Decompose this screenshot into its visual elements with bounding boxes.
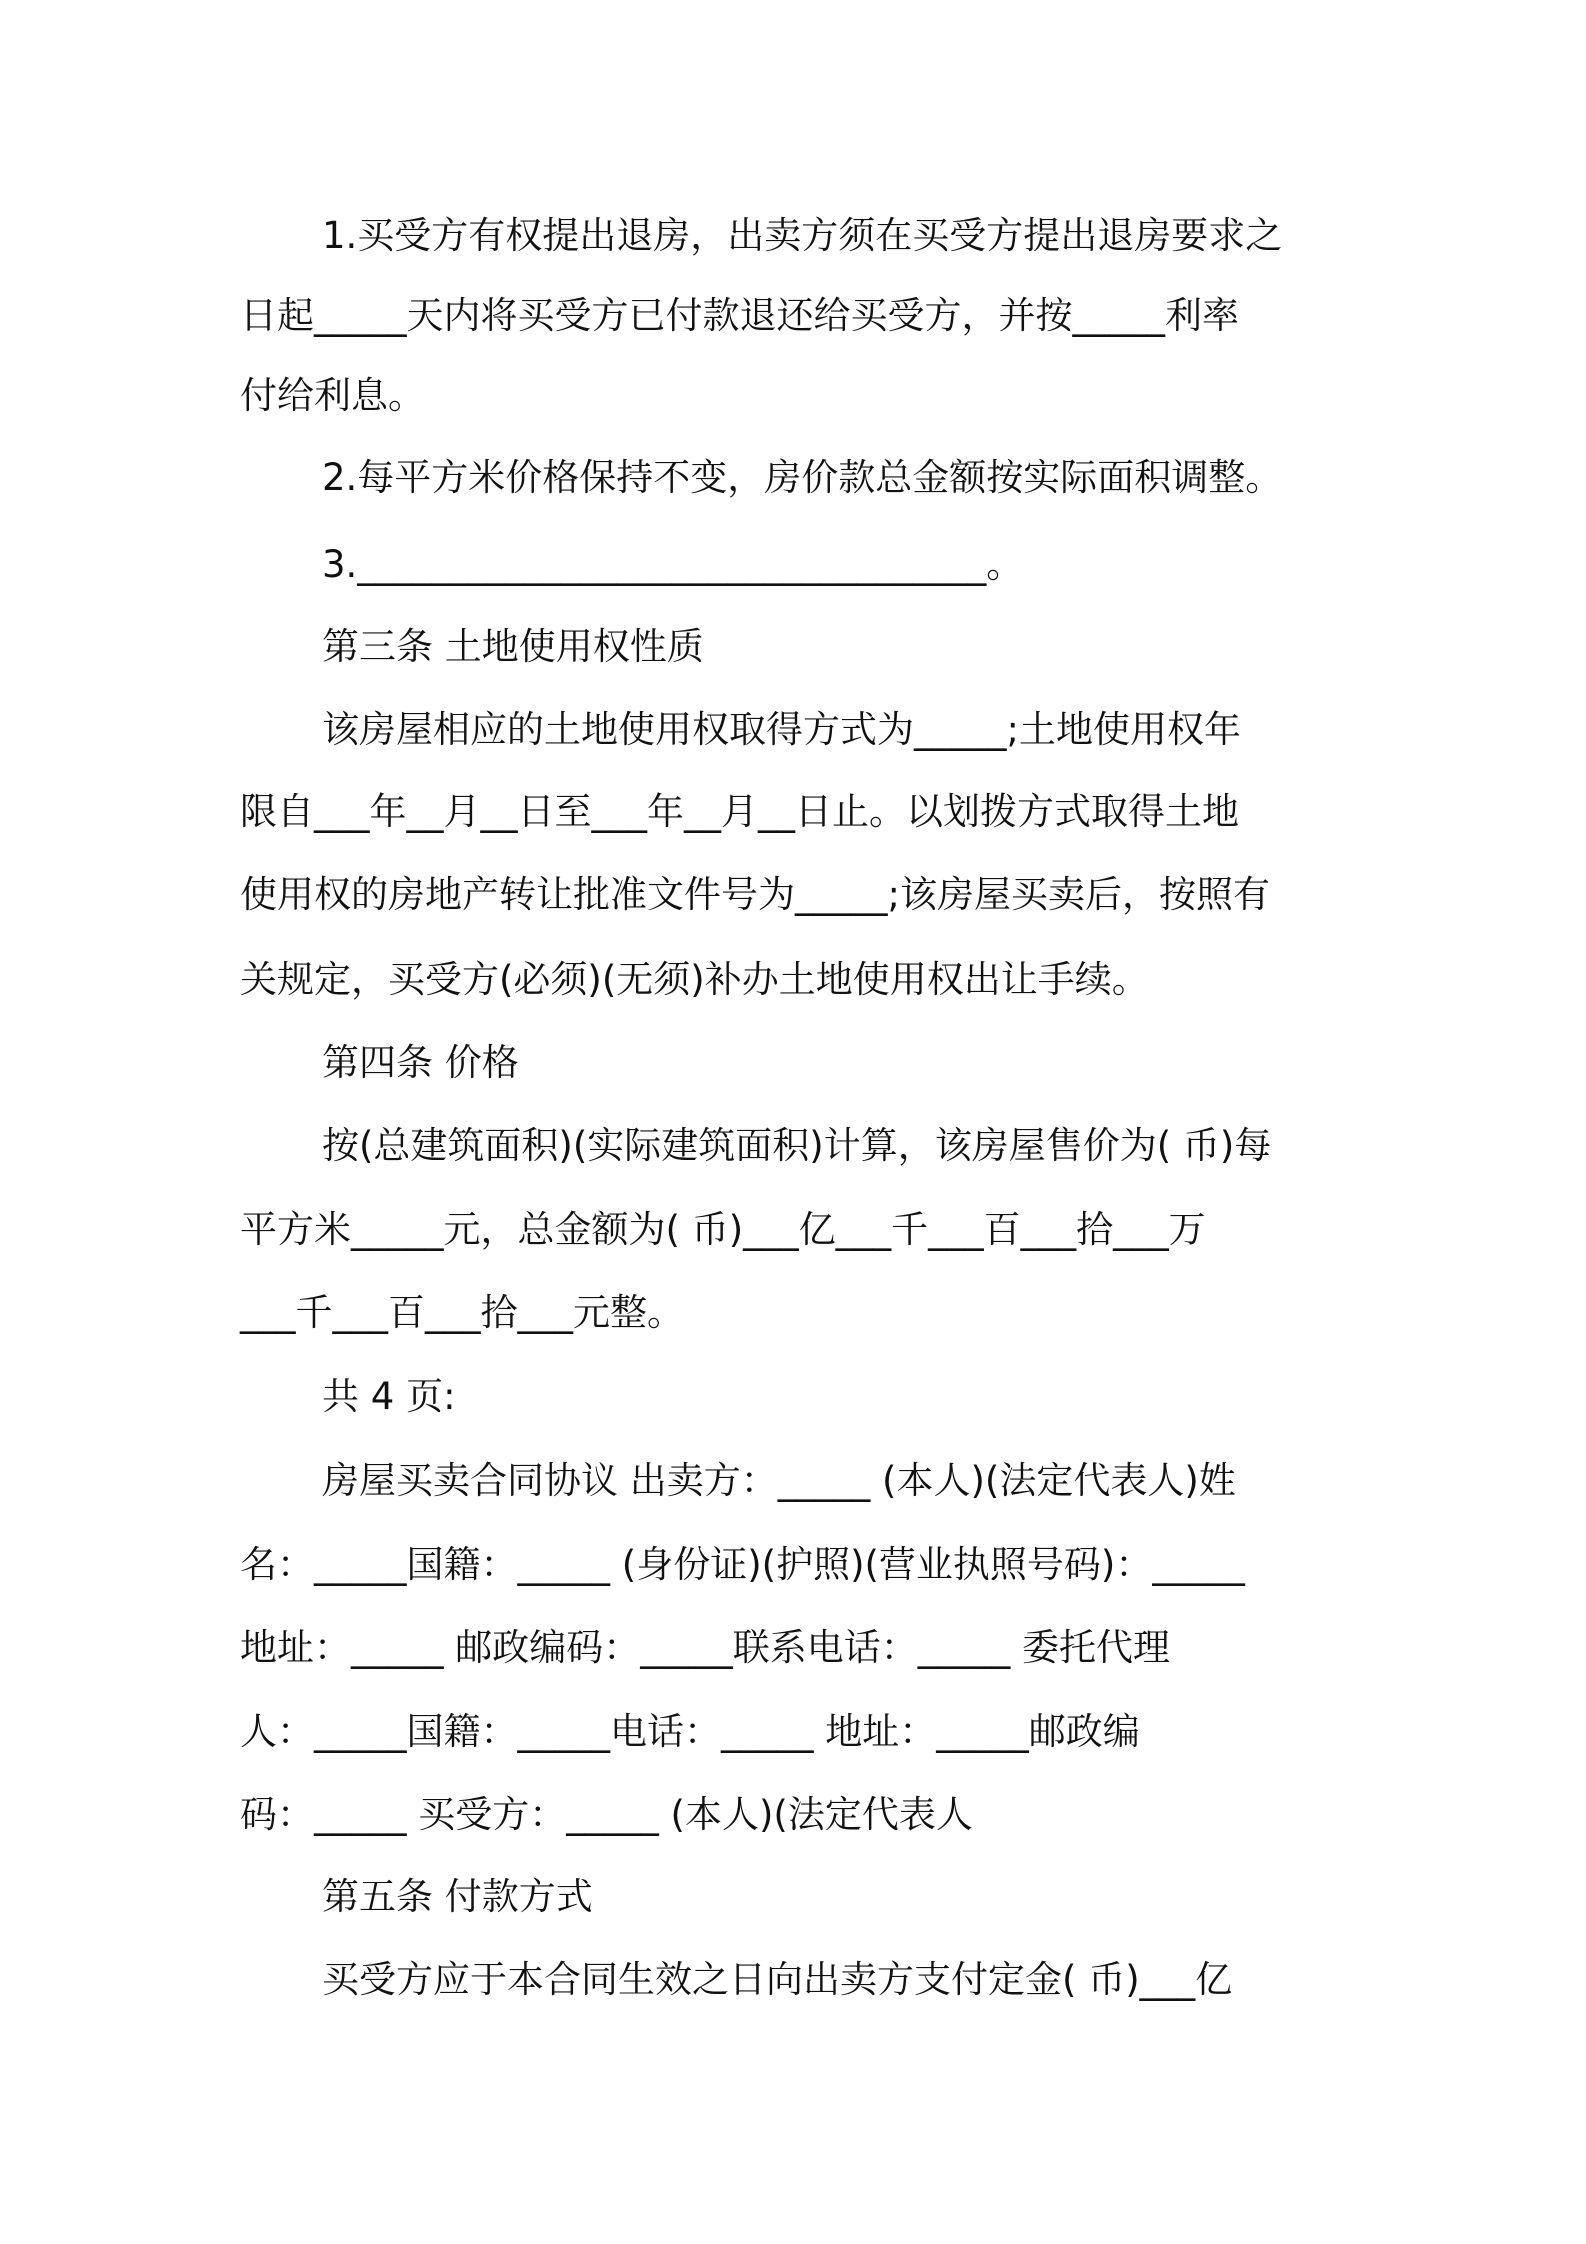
article-3-heading: 第三条 土地使用权性质 xyxy=(322,625,704,668)
agreement-line-5: 码：_____ 买受方：_____ (本人)(法定代表人 xyxy=(240,1793,973,1836)
article-5-line-1: 买受方应于本合同生效之日向出卖方支付定金( 币)___亿 xyxy=(322,1958,1233,2001)
article-3-line-3: 使用权的房地产转让批准文件号为_____;该房屋买卖后，按照有 xyxy=(240,873,1270,916)
agreement-line-1: 房屋买卖合同协议 出卖方：_____ (本人)(法定代表人)姓 xyxy=(322,1459,1236,1502)
article-3-line-2: 限自___年__月__日至___年__月__日止。以划拨方式取得土地 xyxy=(240,790,1239,833)
article-4-heading: 第四条 价格 xyxy=(322,1041,519,1084)
agreement-line-2: 名：_____国籍：_____ (身份证)(护照)(营业执照号码)：_____ xyxy=(240,1543,1245,1586)
clause-item-3: 3.__________________________________。 xyxy=(322,543,1024,586)
article-5-heading: 第五条 付款方式 xyxy=(322,1875,593,1918)
clause-item-2: 2.每平方米价格保持不变，房价款总金额按实际面积调整。 xyxy=(322,456,1283,499)
clause-item-1-line-3: 付给利息。 xyxy=(240,374,425,417)
article-4-line-2: 平方米_____元，总金额为( 币)___亿___千___百___拾___万 xyxy=(240,1208,1206,1251)
agreement-line-4: 人：_____国籍：_____电话：_____ 地址：_____邮政编 xyxy=(240,1710,1140,1753)
article-3-line-4: 关规定，买受方(必须)(无须)补办土地使用权出让手续。 xyxy=(240,958,1149,1001)
clause-item-1-line-2: 日起_____天内将买受方已付款退还给买受方，并按_____利率 xyxy=(240,294,1239,337)
agreement-line-3: 地址：_____ 邮政编码：_____联系电话：_____ 委托代理 xyxy=(240,1626,1171,1669)
page-count: 共 4 页: xyxy=(322,1375,456,1418)
clause-item-1-line-1: 1.买受方有权提出退房，出卖方须在买受方提出退房要求之 xyxy=(322,214,1283,257)
article-4-line-1: 按(总建筑面积)(实际建筑面积)计算，该房屋售价为( 币)每 xyxy=(322,1124,1272,1167)
article-4-line-3: ___千___百___拾___元整。 xyxy=(240,1291,684,1334)
article-3-line-1: 该房屋相应的土地使用权取得方式为_____;土地使用权年 xyxy=(322,708,1241,751)
